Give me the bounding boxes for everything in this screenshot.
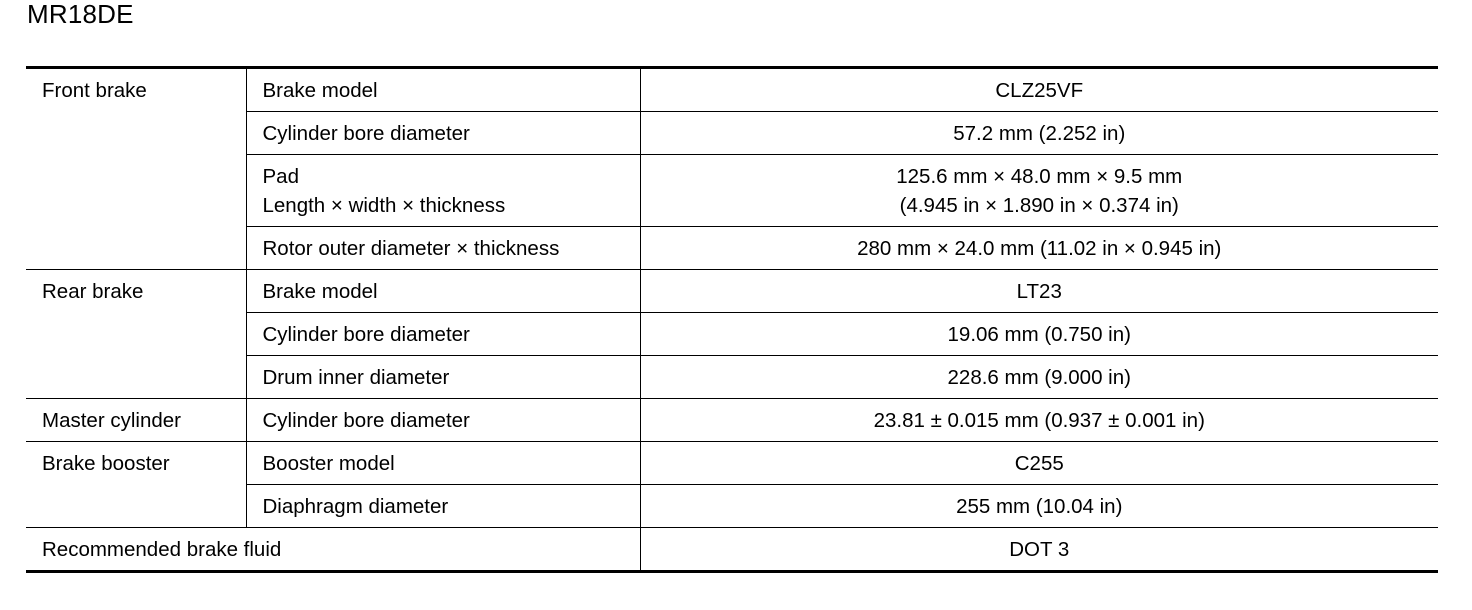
item-value-line: (4.945 in × 1.890 in × 0.374 in) xyxy=(899,194,1179,217)
group-master-cylinder: Master cylinder xyxy=(26,399,246,442)
item-label: Booster model xyxy=(246,442,640,485)
table-row xyxy=(26,68,1438,112)
item-label: Rotor outer diameter × thickness xyxy=(246,227,640,270)
item-label-multiline xyxy=(246,155,640,227)
brake-spec-table xyxy=(26,66,1438,573)
item-value-multiline xyxy=(640,155,1438,227)
item-value: DOT 3 xyxy=(640,528,1438,572)
item-value: 57.2 mm (2.252 in) xyxy=(640,112,1438,155)
group-front-brake: Front brake xyxy=(26,68,246,270)
group-rear-brake: Rear brake xyxy=(26,270,246,399)
item-label: Cylinder bore diameter xyxy=(246,313,640,356)
item-label: Cylinder bore diameter xyxy=(246,112,640,155)
group-brake-booster: Brake booster xyxy=(26,442,246,528)
item-label-line: Pad xyxy=(262,165,299,188)
item-label: Brake model xyxy=(246,270,640,313)
table-row xyxy=(26,270,1438,313)
page-title: MR18DE xyxy=(27,0,134,29)
item-label: Drum inner diameter xyxy=(246,356,640,399)
table-row xyxy=(26,399,1438,442)
item-value: 228.6 mm (9.000 in) xyxy=(640,356,1438,399)
item-value: 255 mm (10.04 in) xyxy=(640,485,1438,528)
item-label: Brake model xyxy=(246,68,640,112)
item-label: Diaphragm diameter xyxy=(246,485,640,528)
item-value: 19.06 mm (0.750 in) xyxy=(640,313,1438,356)
item-value-line: 125.6 mm × 48.0 mm × 9.5 mm xyxy=(896,165,1183,188)
group-brake-fluid: Recommended brake fluid xyxy=(26,528,640,572)
table-row xyxy=(26,528,1438,572)
item-value: CLZ25VF xyxy=(640,68,1438,112)
item-value: C255 xyxy=(640,442,1438,485)
item-value: 23.81 ± 0.015 mm (0.937 ± 0.001 in) xyxy=(640,399,1438,442)
table-row xyxy=(26,442,1438,485)
item-label: Cylinder bore diameter xyxy=(246,399,640,442)
item-value: LT23 xyxy=(640,270,1438,313)
item-value: 280 mm × 24.0 mm (11.02 in × 0.945 in) xyxy=(640,227,1438,270)
item-label-line: Length × width × thickness xyxy=(262,194,506,217)
